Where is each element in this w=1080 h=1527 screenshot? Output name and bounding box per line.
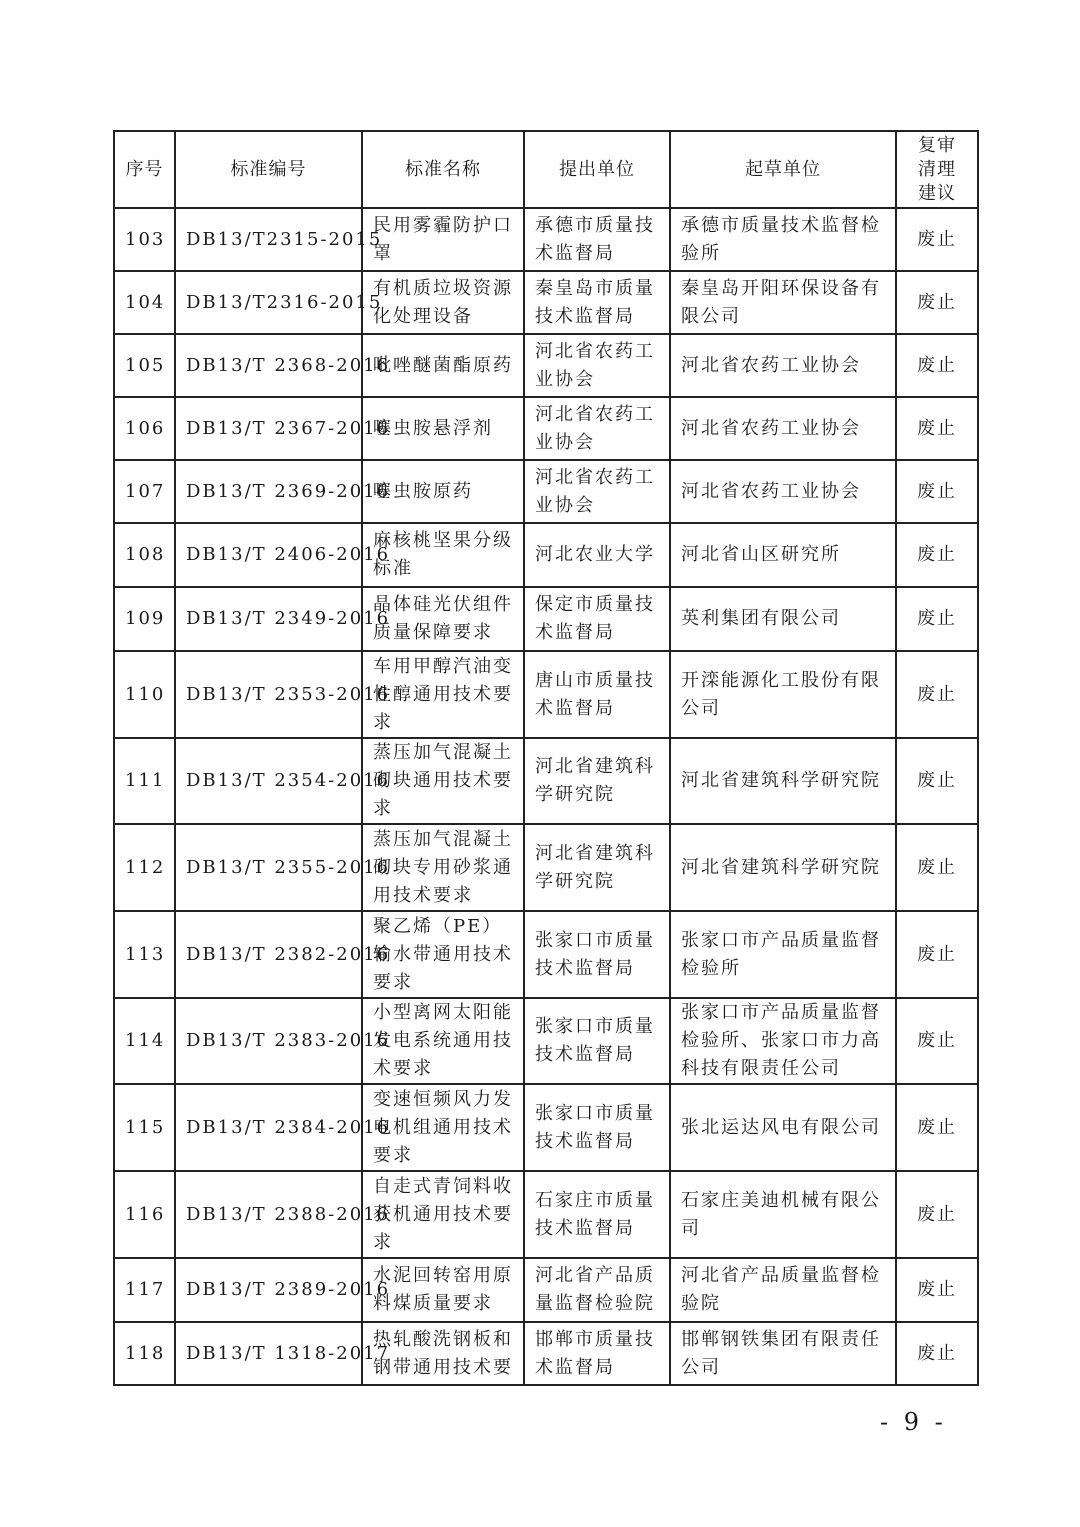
row-standard-name: 变速恒频风力发电机组通用技术要求 bbox=[362, 1084, 524, 1171]
table-body bbox=[114, 208, 978, 1385]
row-drafter: 河北省农药工业协会 bbox=[670, 397, 896, 460]
row-recommendation: 废止 bbox=[896, 1084, 978, 1171]
standards-table bbox=[113, 130, 979, 1386]
header-recommendation-line: 清理 bbox=[918, 158, 956, 180]
row-recommendation: 废止 bbox=[896, 523, 978, 587]
row-recommendation: 废止 bbox=[896, 651, 978, 738]
row-recommendation: 废止 bbox=[896, 911, 978, 998]
row-standard-name: 聚乙烯（PE）输水带通用技术要求 bbox=[362, 911, 524, 998]
table-row bbox=[114, 911, 978, 998]
row-seq: 110 bbox=[114, 651, 175, 738]
row-proposer: 张家口市质量技术监督局 bbox=[524, 1084, 670, 1171]
row-proposer: 张家口市质量技术监督局 bbox=[524, 998, 670, 1084]
row-standard-name: 噻虫胺悬浮剂 bbox=[362, 397, 524, 460]
row-seq: 104 bbox=[114, 271, 175, 334]
row-seq: 105 bbox=[114, 334, 175, 397]
row-code: DB13/T 2369-2016 bbox=[175, 460, 362, 523]
row-standard-name: 蒸压加气混凝土砌块专用砂浆通用技术要求 bbox=[362, 824, 524, 911]
row-seq: 114 bbox=[114, 998, 175, 1084]
table-header-row bbox=[114, 131, 978, 208]
header-code: 标准编号 bbox=[175, 131, 362, 208]
row-seq: 103 bbox=[114, 208, 175, 271]
row-recommendation: 废止 bbox=[896, 824, 978, 911]
row-recommendation: 废止 bbox=[896, 998, 978, 1084]
table-row bbox=[114, 1084, 978, 1171]
row-drafter: 石家庄美迪机械有限公司 bbox=[670, 1171, 896, 1258]
row-proposer: 秦皇岛市质量技术监督局 bbox=[524, 271, 670, 334]
row-code: DB13/T 2355-2016 bbox=[175, 824, 362, 911]
row-code: DB13/T 2384-2016 bbox=[175, 1084, 362, 1171]
row-drafter: 河北省农药工业协会 bbox=[670, 460, 896, 523]
row-recommendation: 废止 bbox=[896, 334, 978, 397]
row-drafter: 邯郸钢铁集团有限责任公司 bbox=[670, 1322, 896, 1385]
row-recommendation: 废止 bbox=[896, 397, 978, 460]
row-code: DB13/T 1318-2017 bbox=[175, 1322, 362, 1385]
row-code: DB13/T2316-2015 bbox=[175, 271, 362, 334]
row-seq: 115 bbox=[114, 1084, 175, 1171]
row-drafter: 河北省农药工业协会 bbox=[670, 334, 896, 397]
row-standard-name: 民用雾霾防护口罩 bbox=[362, 208, 524, 271]
row-proposer: 河北省产品质量监督检验院 bbox=[524, 1258, 670, 1322]
table-row bbox=[114, 651, 978, 738]
row-code: DB13/T 2388-2016 bbox=[175, 1171, 362, 1258]
header-name: 标准名称 bbox=[362, 131, 524, 208]
row-code: DB13/T 2367-2016 bbox=[175, 397, 362, 460]
row-recommendation: 废止 bbox=[896, 1322, 978, 1385]
row-code: DB13/T 2382-2016 bbox=[175, 911, 362, 998]
row-code: DB13/T 2368-2016 bbox=[175, 334, 362, 397]
header-recommendation bbox=[896, 131, 978, 208]
row-seq: 116 bbox=[114, 1171, 175, 1258]
row-standard-name: 热轧酸洗钢板和钢带通用技术要 bbox=[362, 1322, 524, 1385]
row-drafter: 河北省山区研究所 bbox=[670, 523, 896, 587]
row-code: DB13/T 2353-2016 bbox=[175, 651, 362, 738]
table-row bbox=[114, 460, 978, 523]
row-recommendation: 废止 bbox=[896, 208, 978, 271]
row-seq: 107 bbox=[114, 460, 175, 523]
row-recommendation: 废止 bbox=[896, 1171, 978, 1258]
row-drafter: 开滦能源化工股份有限公司 bbox=[670, 651, 896, 738]
row-proposer: 唐山市质量技术监督局 bbox=[524, 651, 670, 738]
row-proposer: 邯郸市质量技术监督局 bbox=[524, 1322, 670, 1385]
row-standard-name: 小型离网太阳能发电系统通用技术要求 bbox=[362, 998, 524, 1084]
row-code: DB13/T 2383-2016 bbox=[175, 998, 362, 1084]
row-seq: 118 bbox=[114, 1322, 175, 1385]
header-recommendation-line: 复审 bbox=[918, 134, 956, 156]
row-code: DB13/T2315-2015 bbox=[175, 208, 362, 271]
row-proposer: 张家口市质量技术监督局 bbox=[524, 911, 670, 998]
row-standard-name: 水泥回转窑用原料煤质量要求 bbox=[362, 1258, 524, 1322]
row-drafter: 河北省建筑科学研究院 bbox=[670, 824, 896, 911]
row-drafter: 秦皇岛开阳环保设备有限公司 bbox=[670, 271, 896, 334]
row-standard-name: 吡唑醚菌酯原药 bbox=[362, 334, 524, 397]
row-drafter: 河北省产品质量监督检验院 bbox=[670, 1258, 896, 1322]
row-proposer: 保定市质量技术监督局 bbox=[524, 587, 670, 651]
row-drafter: 张家口市产品质量监督检验所 bbox=[670, 911, 896, 998]
table-row bbox=[114, 523, 978, 587]
row-seq: 108 bbox=[114, 523, 175, 587]
row-code: DB13/T 2406-2016 bbox=[175, 523, 362, 587]
row-standard-name: 自走式青饲料收获机通用技术要求 bbox=[362, 1171, 524, 1258]
row-proposer: 河北省建筑科学研究院 bbox=[524, 824, 670, 911]
row-proposer: 河北省农药工业协会 bbox=[524, 334, 670, 397]
table-row bbox=[114, 271, 978, 334]
row-standard-name: 有机质垃圾资源化处理设备 bbox=[362, 271, 524, 334]
table-row bbox=[114, 998, 978, 1084]
header-proposer: 提出单位 bbox=[524, 131, 670, 208]
row-seq: 113 bbox=[114, 911, 175, 998]
row-drafter: 张北运达风电有限公司 bbox=[670, 1084, 896, 1171]
row-proposer: 河北省农药工业协会 bbox=[524, 460, 670, 523]
row-code: DB13/T 2389-2016 bbox=[175, 1258, 362, 1322]
row-recommendation: 废止 bbox=[896, 1258, 978, 1322]
table-row bbox=[114, 587, 978, 651]
row-proposer: 石家庄市质量技术监督局 bbox=[524, 1171, 670, 1258]
row-proposer: 承德市质量技术监督局 bbox=[524, 208, 670, 271]
page-number: - 9 - bbox=[880, 1408, 947, 1436]
row-seq: 117 bbox=[114, 1258, 175, 1322]
row-proposer: 河北省建筑科学研究院 bbox=[524, 738, 670, 824]
table-row bbox=[114, 397, 978, 460]
row-standard-name: 车用甲醇汽油变性醇通用技术要求 bbox=[362, 651, 524, 738]
row-seq: 111 bbox=[114, 738, 175, 824]
header-drafter: 起草单位 bbox=[670, 131, 896, 208]
row-standard-name: 晶体硅光伏组件质量保障要求 bbox=[362, 587, 524, 651]
row-proposer: 河北农业大学 bbox=[524, 523, 670, 587]
table-row bbox=[114, 208, 978, 271]
row-recommendation: 废止 bbox=[896, 460, 978, 523]
table-row bbox=[114, 824, 978, 911]
row-seq: 109 bbox=[114, 587, 175, 651]
row-code: DB13/T 2349-2016 bbox=[175, 587, 362, 651]
row-seq: 112 bbox=[114, 824, 175, 911]
row-drafter: 张家口市产品质量监督检验所、张家口市力高科技有限责任公司 bbox=[670, 998, 896, 1084]
table-row bbox=[114, 1171, 978, 1258]
row-recommendation: 废止 bbox=[896, 587, 978, 651]
row-code: DB13/T 2354-2016 bbox=[175, 738, 362, 824]
table-row bbox=[114, 1322, 978, 1385]
row-standard-name: 蒸压加气混凝土砌块通用技术要求 bbox=[362, 738, 524, 824]
row-recommendation: 废止 bbox=[896, 738, 978, 824]
row-drafter: 河北省建筑科学研究院 bbox=[670, 738, 896, 824]
table-row bbox=[114, 334, 978, 397]
row-standard-name: 麻核桃坚果分级标准 bbox=[362, 523, 524, 587]
row-drafter: 英利集团有限公司 bbox=[670, 587, 896, 651]
row-drafter: 承德市质量技术监督检验所 bbox=[670, 208, 896, 271]
row-seq: 106 bbox=[114, 397, 175, 460]
row-recommendation: 废止 bbox=[896, 271, 978, 334]
header-recommendation-line: 建议 bbox=[918, 182, 956, 204]
header-seq: 序号 bbox=[114, 131, 175, 208]
table-row bbox=[114, 738, 978, 824]
row-proposer: 河北省农药工业协会 bbox=[524, 397, 670, 460]
table-row bbox=[114, 1258, 978, 1322]
row-standard-name: 噻虫胺原药 bbox=[362, 460, 524, 523]
